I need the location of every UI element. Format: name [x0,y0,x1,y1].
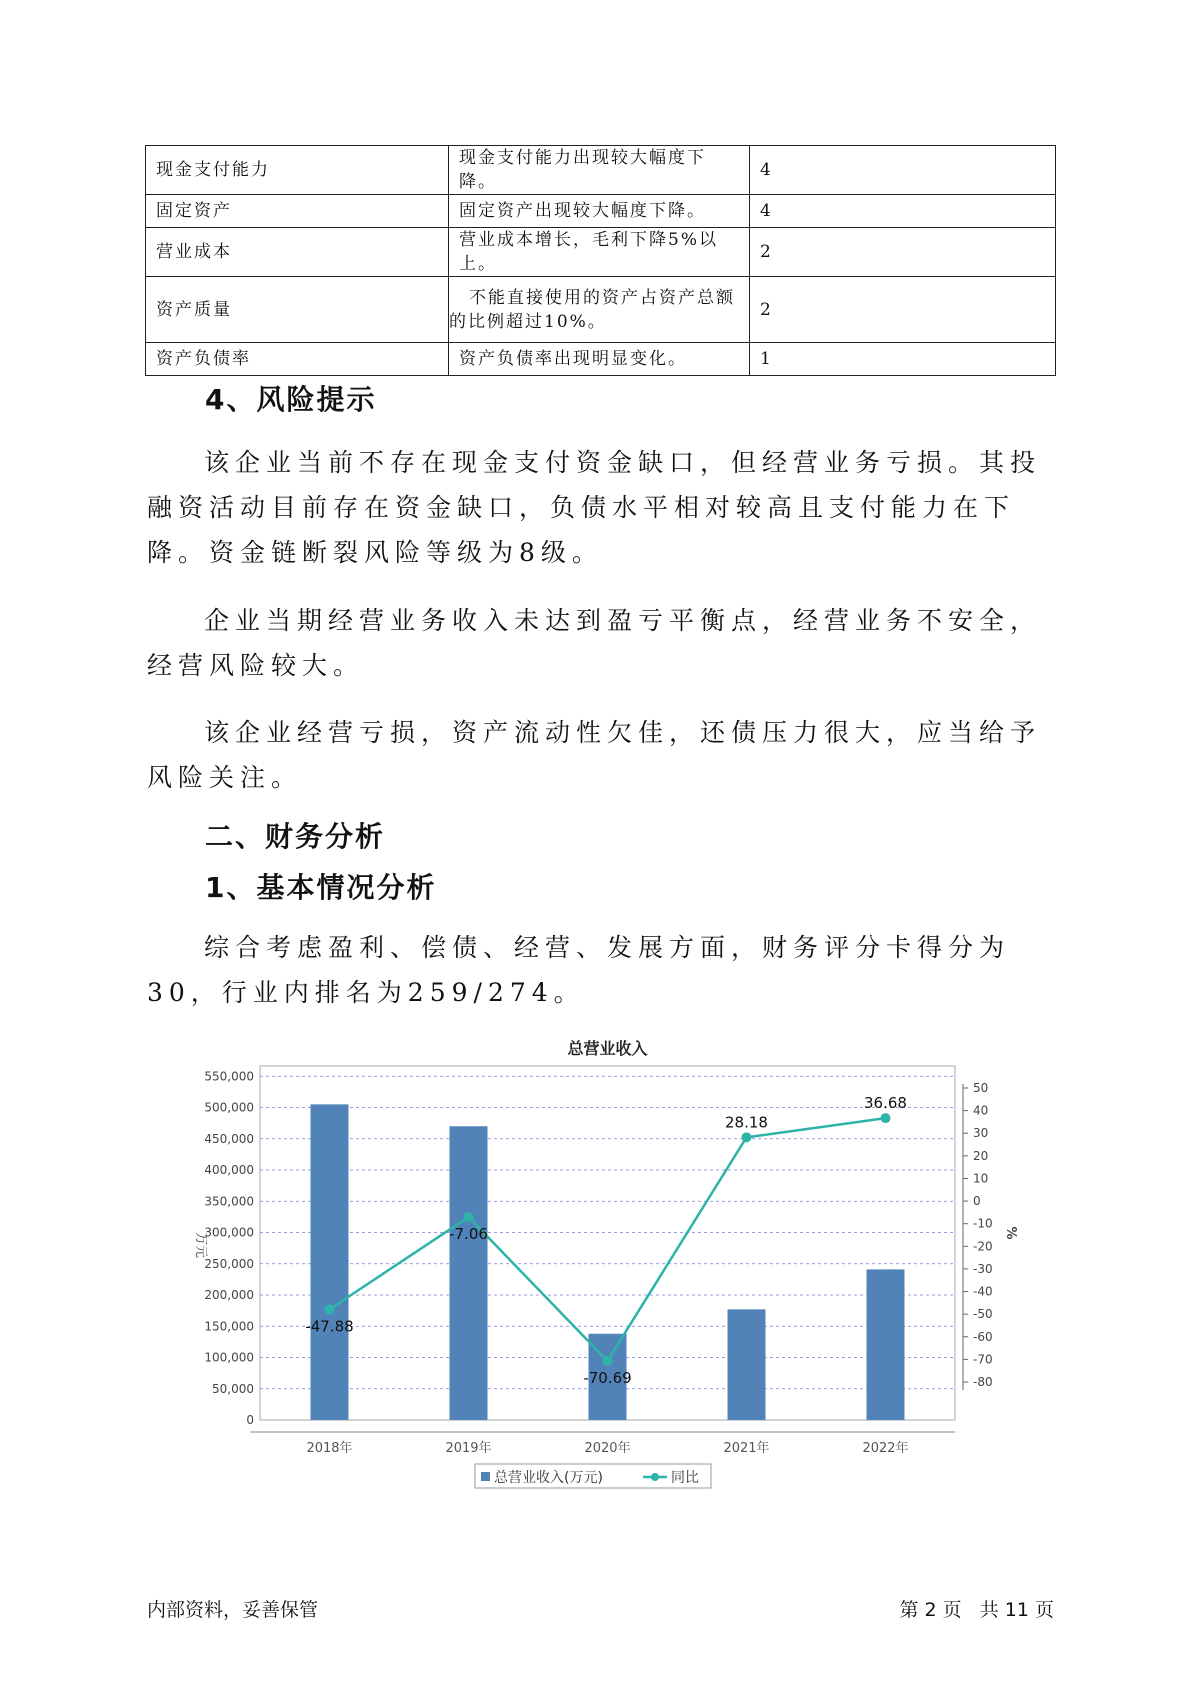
line-point [881,1113,891,1123]
y-tick-label: 400,000 [204,1163,254,1177]
y2-tick-label: 50 [973,1081,989,1095]
series-line-yoy [330,1118,886,1361]
y-axis-label: 万元 [193,1231,208,1259]
paragraph: 该企业当前不存在现金支付资金缺口，但经营业务亏损。其投融资活动目前存在资金缺口，负债水平相对较高且支付能力在下降。资金链断裂风险等级为8级。 [147,448,1042,567]
table-cell-item: 资产质量 [146,277,449,343]
y-tick-label: 100,000 [204,1350,254,1365]
y2-tick-label: -70 [973,1352,993,1367]
bar [728,1309,766,1420]
data-label: -70.69 [583,1368,632,1387]
y2-tick-label: -80 [973,1375,993,1389]
line-point [603,1356,613,1366]
y2-tick-label: -40 [973,1284,993,1299]
table-cell-desc-line: 的比例超过10%。 [449,311,607,332]
y-tick-label: 350,000 [204,1194,254,1209]
chart-title: 总营业收入 [567,1040,648,1058]
table-cell-desc: 现金支付能力出现较大幅度下降。 [449,146,750,195]
table-cell-item: 营业成本 [146,228,449,277]
risk-table [145,145,1056,376]
table-cell-item: 资产负债率 [146,343,449,376]
legend-swatch-bar [481,1472,490,1481]
y2-axis-label: % [1003,1226,1018,1240]
table-cell-desc [449,277,750,343]
y2-tick-label: -50 [973,1307,993,1322]
paragraph: 综合考虑盈利、偿债、经营、发展方面，财务评分卡得分为30，行业内排名为259/274。 [147,933,1011,1007]
y-tick-label: 150,000 [204,1319,254,1334]
legend-swatch-point [651,1473,659,1481]
y-tick-label: 450,000 [204,1131,254,1146]
x-tick-label: 2020年 [584,1441,631,1456]
y2-tick-label: -10 [973,1216,993,1231]
table-row [146,146,1056,195]
data-label: 28.18 [725,1113,768,1132]
table-row [146,343,1056,376]
bar [867,1269,905,1420]
legend-label-bar: 总营业收入(万元) [494,1470,603,1486]
x-tick-label: 2021年 [723,1441,770,1456]
table-cell-desc: 固定资产出现较大幅度下降。 [449,195,750,228]
line-point [742,1132,752,1142]
table-cell-score: 1 [750,343,1056,376]
data-label: 36.68 [864,1094,907,1113]
x-tick-label: 2022年 [862,1441,909,1456]
x-tick-label: 2019年 [445,1441,492,1456]
table-row [146,228,1056,277]
table-cell-score: 4 [750,146,1056,195]
paragraph: 该企业经营亏损，资产流动性欠佳，还债压力很大，应当给予风险关注。 [147,718,1042,792]
footer-note: 内部资料，妥善保管 [147,1599,319,1621]
table-row [146,195,1056,228]
table-row [146,277,1056,343]
table-cell-desc: 营业成本增长，毛利下降5%以上。 [449,228,750,277]
data-label: -47.88 [305,1317,354,1336]
section-heading-finance: 二、财务分析 [205,820,386,853]
data-label: -7.06 [449,1225,488,1244]
table-cell-score: 4 [750,195,1056,228]
y2-tick-label: 0 [973,1194,981,1209]
legend-label-line: 同比 [671,1470,699,1486]
y-tick-label: 200,000 [204,1288,254,1302]
table-cell-score: 2 [750,277,1056,343]
paragraph: 企业当期经营业务收入未达到盈亏平衡点，经营业务不安全，经营风险较大。 [147,606,1042,680]
bar [311,1104,349,1420]
y-tick-label: 0 [246,1413,254,1427]
y2-tick-label: -60 [973,1329,993,1344]
section-heading-risk: 4、风险提示 [205,383,377,416]
table-cell-desc: 资产负债率出现明显变化。 [449,343,750,376]
y-tick-label: 500,000 [204,1100,254,1115]
y-tick-label: 50,000 [212,1381,254,1396]
table-cell-item: 固定资产 [146,195,449,228]
y2-tick-label: -20 [973,1239,993,1254]
line-point [325,1304,335,1314]
y2-tick-label: 40 [973,1103,989,1118]
y2-tick-label: 30 [973,1126,989,1141]
revenue-chart [175,1040,1035,1500]
y2-tick-label: 20 [973,1148,989,1163]
x-tick-label: 2018年 [306,1441,353,1456]
line-point [464,1212,474,1222]
y-tick-label: 250,000 [204,1256,254,1271]
y2-tick-label: 10 [973,1171,989,1186]
bar [450,1126,488,1420]
table-cell-item: 现金支付能力 [146,146,449,195]
page-number: 第 2 页 共 11 页 [899,1599,1054,1621]
y2-tick-label: -30 [973,1261,993,1276]
subsection-heading-basic: 1、基本情况分析 [205,871,437,904]
table-cell-score: 2 [750,228,1056,277]
table-cell-desc-line: 不能直接使用的资产占资产总额 [469,287,735,308]
y-tick-label: 300,000 [204,1225,254,1240]
y-tick-label: 550,000 [204,1069,254,1084]
